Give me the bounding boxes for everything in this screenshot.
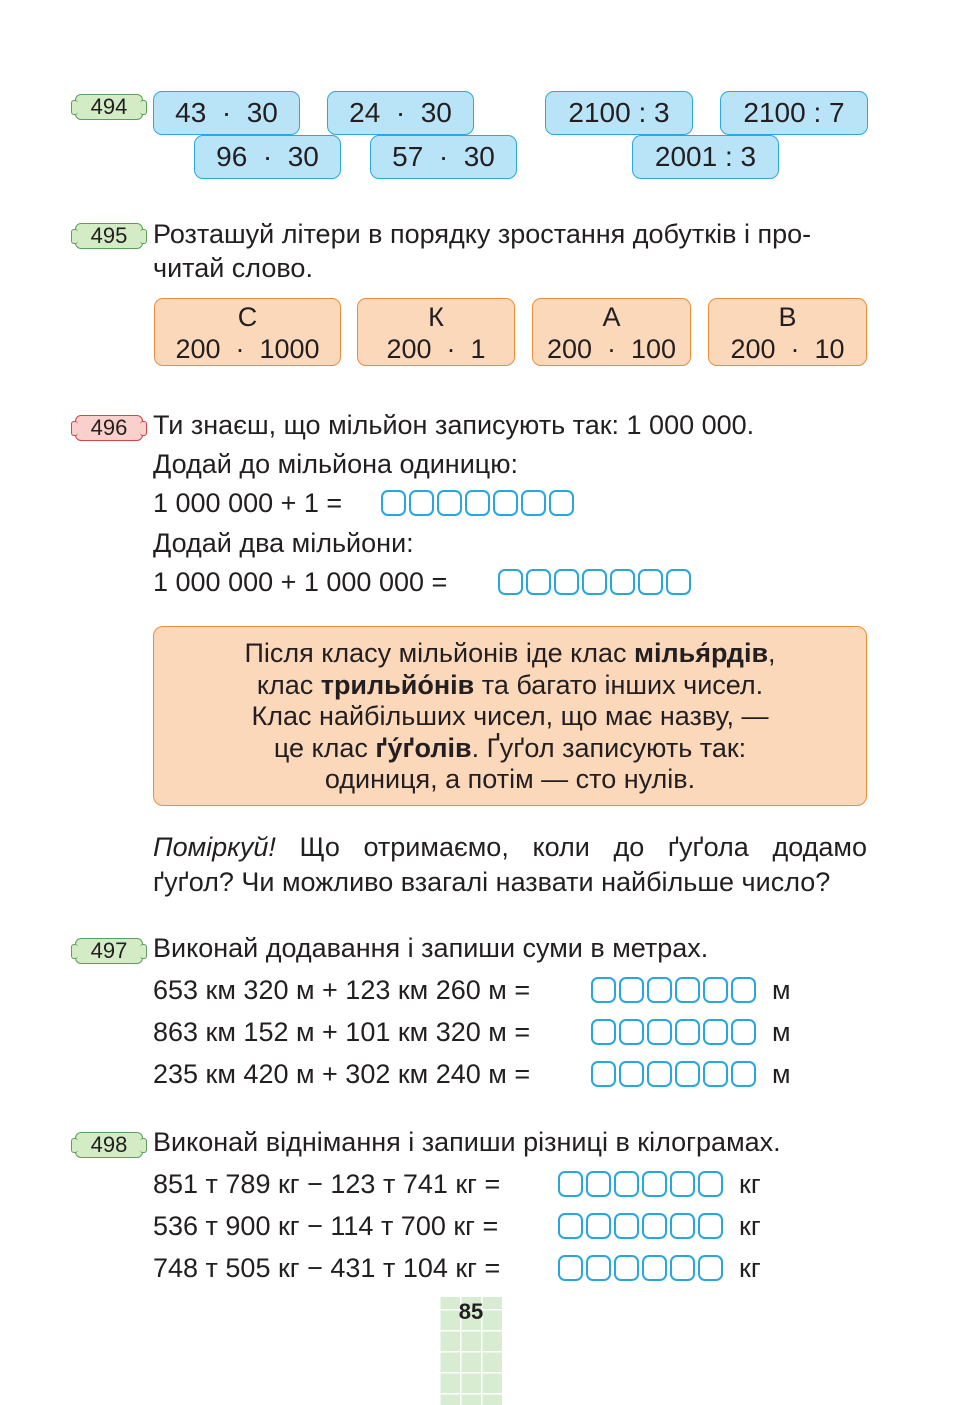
unit-label: м [772,975,791,1005]
equation-text: 863 км 152 м + 101 км 320 м = [153,1017,531,1047]
card-expression: 200 · 1 [386,334,486,364]
info-line: клас трильйо́нів та багато інших чисел. [256,669,764,700]
equation-text: 653 км 320 м + 123 км 260 м = [153,975,531,1005]
unit-label: м [772,1059,791,1089]
equation-text: 536 т 900 кг − 114 т 700 кг = [153,1211,499,1241]
unit-label: м [772,1017,791,1047]
answer-cells[interactable] [591,1019,756,1045]
task-number-495: 495 [75,223,143,249]
card-expression: 200 · 100 [546,334,677,364]
think-question: ґуґол? Чи можливо взагалі назвати найбільше число? [153,867,831,897]
task-number-496: 496 [75,415,143,441]
info-line: це клас ґу́ґолів. Ґуґол записують так: [273,732,747,763]
unit-label: кг [739,1253,761,1283]
info-line: одиниця, а потім — сто нулів. [324,764,696,794]
info-line: Клас найбільших чисел, що має назву, — [251,701,769,731]
equation-text: 748 т 505 кг − 431 т 104 кг = [153,1253,501,1283]
answer-cells[interactable] [591,1061,756,1087]
task-number-497: 497 [75,938,143,964]
expression-box: 96 · 30 [194,135,341,179]
letter-card [154,298,341,366]
answer-cells[interactable] [591,977,756,1003]
expression-box: 24 · 30 [327,91,474,135]
expression-box: 57 · 30 [370,135,517,179]
answer-cells[interactable] [558,1171,723,1197]
answer-cells[interactable] [498,569,691,595]
task-text: читай слово. [153,253,313,283]
unit-label: кг [739,1169,761,1199]
expression-box: 2100 : 7 [720,91,868,135]
card-letter: А [602,302,621,332]
card-letter: В [778,302,797,332]
think-question: Поміркуй! Що отримаємо, коли до ґуґола додамо [153,832,867,862]
equation-text: 851 т 789 кг − 123 т 741 кг = [153,1169,501,1199]
card-expression: 200 · 1000 [175,334,320,364]
task-text: Виконай додавання і запиши суми в метрах. [153,933,709,963]
task-text: Додай два мільйони: [153,528,414,558]
card-letter: К [428,302,444,332]
equation-text: 1 000 000 + 1 000 000 = [153,567,448,597]
info-box [153,626,867,806]
expression-box: 2100 : 3 [545,91,693,135]
info-line: Після класу мільйонів іде клас мілья́рдів, [244,638,776,668]
task-number-494: 494 [75,94,143,120]
task-text: Розташуй літери в порядку зростання добутків і про- [153,219,812,249]
task-text: Ти знаєш, що мільйон записують так: 1 000 000. [153,410,755,440]
letter-card [357,298,515,366]
card-letter: С [237,302,258,332]
answer-cells[interactable] [558,1255,723,1281]
letter-card [532,298,691,366]
letter-card [708,298,867,366]
card-expression: 200 · 10 [730,334,845,364]
expression-box: 2001 : 3 [632,135,779,179]
unit-label: кг [739,1211,761,1241]
task-text: Виконай віднімання і запиши різниці в кілограмах. [153,1127,781,1157]
expression-box: 43 · 30 [153,91,300,135]
page-number: 85 [458,1299,484,1324]
equation-text: 1 000 000 + 1 = [153,488,343,518]
task-text: Додай до мільйона одиницю: [153,449,519,479]
answer-cells[interactable] [381,490,574,516]
task-number-498: 498 [75,1132,143,1158]
page-number-block [439,1297,503,1405]
equation-text: 235 км 420 м + 302 км 240 м = [153,1059,531,1089]
answer-cells[interactable] [558,1213,723,1239]
